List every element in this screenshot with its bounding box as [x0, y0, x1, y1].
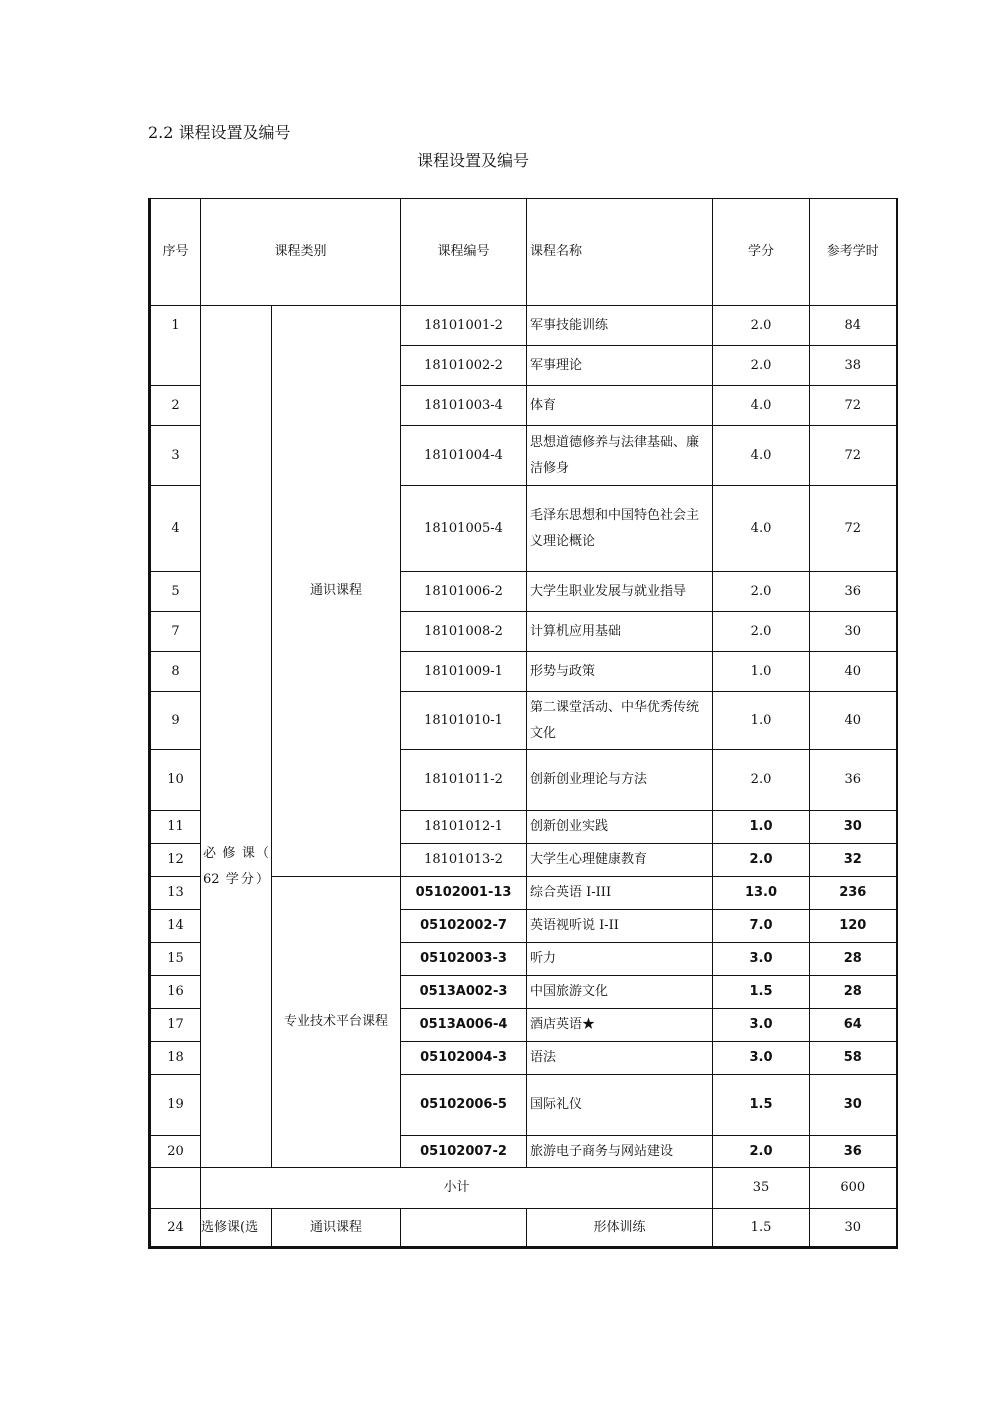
cell-credit: 1.5 [713, 1075, 810, 1136]
cell-code: 18101009-1 [401, 652, 527, 692]
group-required [201, 306, 272, 1168]
cell-name: 军事理论 [527, 346, 713, 386]
cell-credit: 2.0 [713, 612, 810, 652]
group-elective-general: 通识课程 [272, 1209, 401, 1248]
cell-name: 国际礼仪 [527, 1075, 713, 1136]
cell-code: 18101008-2 [401, 612, 527, 652]
cell-credit: 1.5 [713, 976, 810, 1009]
cell-name: 形势与政策 [527, 652, 713, 692]
cell-hours: 72 [810, 486, 897, 572]
cell-no: 15 [150, 943, 201, 976]
cell-hours: 84 [810, 306, 897, 346]
header-name: 课程名称 [527, 199, 713, 306]
cell-no: 11 [150, 811, 201, 844]
cell-no: 12 [150, 844, 201, 877]
cell-hours: 40 [810, 652, 897, 692]
cell-hours: 36 [810, 572, 897, 612]
cell-credit: 2.0 [713, 844, 810, 877]
cell-hours: 36 [810, 1136, 897, 1168]
header-code: 课程编号 [401, 199, 527, 306]
cell-credit: 2.0 [713, 346, 810, 386]
cell-code: 18101001-2 [401, 306, 527, 346]
group-required-label: 必 修 课（ 62 学分） [203, 845, 269, 887]
cell-credit: 2.0 [713, 306, 810, 346]
cell-code: 05102004-3 [401, 1042, 527, 1075]
cell-no: 8 [150, 652, 201, 692]
header-hours: 参考学时 [810, 199, 897, 306]
cell-name: 大学生职业发展与就业指导 [527, 572, 713, 612]
subtotal-label: 小计 [201, 1168, 713, 1209]
cell-code: 05102002-7 [401, 910, 527, 943]
cell-code: 18101013-2 [401, 844, 527, 877]
cell-credit: 4.0 [713, 426, 810, 486]
cell-code: 18101006-2 [401, 572, 527, 612]
cell-no: 16 [150, 976, 201, 1009]
cell-name: 体育 [527, 386, 713, 426]
cell-hours: 30 [810, 1075, 897, 1136]
group-elective: 选修课(选 [201, 1209, 272, 1248]
table-header-row [150, 199, 897, 306]
cell-code: 05102007-2 [401, 1136, 527, 1168]
cell-name: 综合英语 I-III [527, 877, 713, 910]
header-credit: 学分 [713, 199, 810, 306]
header-no: 序号 [150, 199, 201, 306]
cell-hours: 120 [810, 910, 897, 943]
cell-no: 17 [150, 1009, 201, 1042]
cell-name: 创新创业实践 [527, 811, 713, 844]
cell-credit: 2.0 [713, 750, 810, 811]
cell-credit: 13.0 [713, 877, 810, 910]
cell-hours: 58 [810, 1042, 897, 1075]
cell-no: 9 [150, 692, 201, 750]
cell-code: 18101003-4 [401, 386, 527, 426]
cell-name: 计算机应用基础 [527, 612, 713, 652]
cell-no: 3 [150, 426, 201, 486]
cell-hours: 30 [810, 811, 897, 844]
cell-hours: 40 [810, 692, 897, 750]
cell-no: 10 [150, 750, 201, 811]
cell-credit: 7.0 [713, 910, 810, 943]
cell-code: 0513A002-3 [401, 976, 527, 1009]
cell-code: 0513A006-4 [401, 1009, 527, 1042]
cell-hours: 30 [810, 1209, 897, 1248]
cell-hours: 30 [810, 612, 897, 652]
cell-credit: 2.0 [713, 1136, 810, 1168]
cell-name: 语法 [527, 1042, 713, 1075]
cell-credit: 1.5 [713, 1209, 810, 1248]
cell-name: 创新创业理论与方法 [527, 750, 713, 811]
cell-name: 英语视听说 I-II [527, 910, 713, 943]
header-category: 课程类别 [201, 199, 401, 306]
cell-credit: 1.0 [713, 692, 810, 750]
cell-code: 05102001-13 [401, 877, 527, 910]
elective-row [150, 1209, 897, 1248]
cell-code: 18101004-4 [401, 426, 527, 486]
cell-code: 18101005-4 [401, 486, 527, 572]
cell-name: 毛泽东思想和中国特色社会主义理论概论 [527, 486, 713, 572]
cell-name: 形体训练 [527, 1209, 713, 1248]
course-table [148, 198, 898, 1249]
cell-code: 18101012-1 [401, 811, 527, 844]
section-heading: 2.2 课程设置及编号 [148, 123, 291, 142]
cell-hours: 28 [810, 976, 897, 1009]
cell-no: 2 [150, 386, 201, 426]
cell-no [150, 346, 201, 386]
cell-credit: 3.0 [713, 1009, 810, 1042]
table-row [150, 306, 897, 346]
cell-no: 5 [150, 572, 201, 612]
cell-code: 05102006-5 [401, 1075, 527, 1136]
cell-code [401, 1209, 527, 1248]
cell-no: 4 [150, 486, 201, 572]
cell-credit: 4.0 [713, 386, 810, 426]
cell-credit: 4.0 [713, 486, 810, 572]
cell-hours: 36 [810, 750, 897, 811]
cell-hours: 28 [810, 943, 897, 976]
cell-hours: 32 [810, 844, 897, 877]
cell-credit: 2.0 [713, 572, 810, 612]
cell-no: 20 [150, 1136, 201, 1168]
cell-no: 18 [150, 1042, 201, 1075]
cell-name: 第二课堂活动、中华优秀传统文化 [527, 692, 713, 750]
subtotal-row [150, 1168, 897, 1209]
cell-hours: 38 [810, 346, 897, 386]
cell-name: 思想道德修养与法律基础、廉洁修身 [527, 426, 713, 486]
group-professional: 专业技术平台课程 [272, 877, 401, 1168]
cell-no: 14 [150, 910, 201, 943]
cell-no [150, 1168, 201, 1209]
cell-name: 听力 [527, 943, 713, 976]
subtotal-hours: 600 [810, 1168, 897, 1209]
cell-credit: 3.0 [713, 943, 810, 976]
cell-name: 旅游电子商务与网站建设 [527, 1136, 713, 1168]
cell-hours: 236 [810, 877, 897, 910]
cell-name: 大学生心理健康教育 [527, 844, 713, 877]
cell-hours: 72 [810, 426, 897, 486]
cell-code: 18101010-1 [401, 692, 527, 750]
cell-name: 中国旅游文化 [527, 976, 713, 1009]
cell-name: 酒店英语★ [527, 1009, 713, 1042]
table-caption: 课程设置及编号 [416, 151, 529, 170]
cell-code: 18101002-2 [401, 346, 527, 386]
subtotal-credit: 35 [713, 1168, 810, 1209]
cell-no: 7 [150, 612, 201, 652]
cell-credit: 3.0 [713, 1042, 810, 1075]
cell-no: 1 [150, 306, 201, 346]
cell-code: 18101011-2 [401, 750, 527, 811]
cell-no: 13 [150, 877, 201, 910]
cell-credit: 1.0 [713, 811, 810, 844]
cell-no: 24 [150, 1209, 201, 1248]
cell-code: 05102003-3 [401, 943, 527, 976]
cell-hours: 64 [810, 1009, 897, 1042]
cell-credit: 1.0 [713, 652, 810, 692]
group-general: 通识课程 [272, 306, 401, 877]
cell-hours: 72 [810, 386, 897, 426]
cell-name: 军事技能训练 [527, 306, 713, 346]
cell-no: 19 [150, 1075, 201, 1136]
